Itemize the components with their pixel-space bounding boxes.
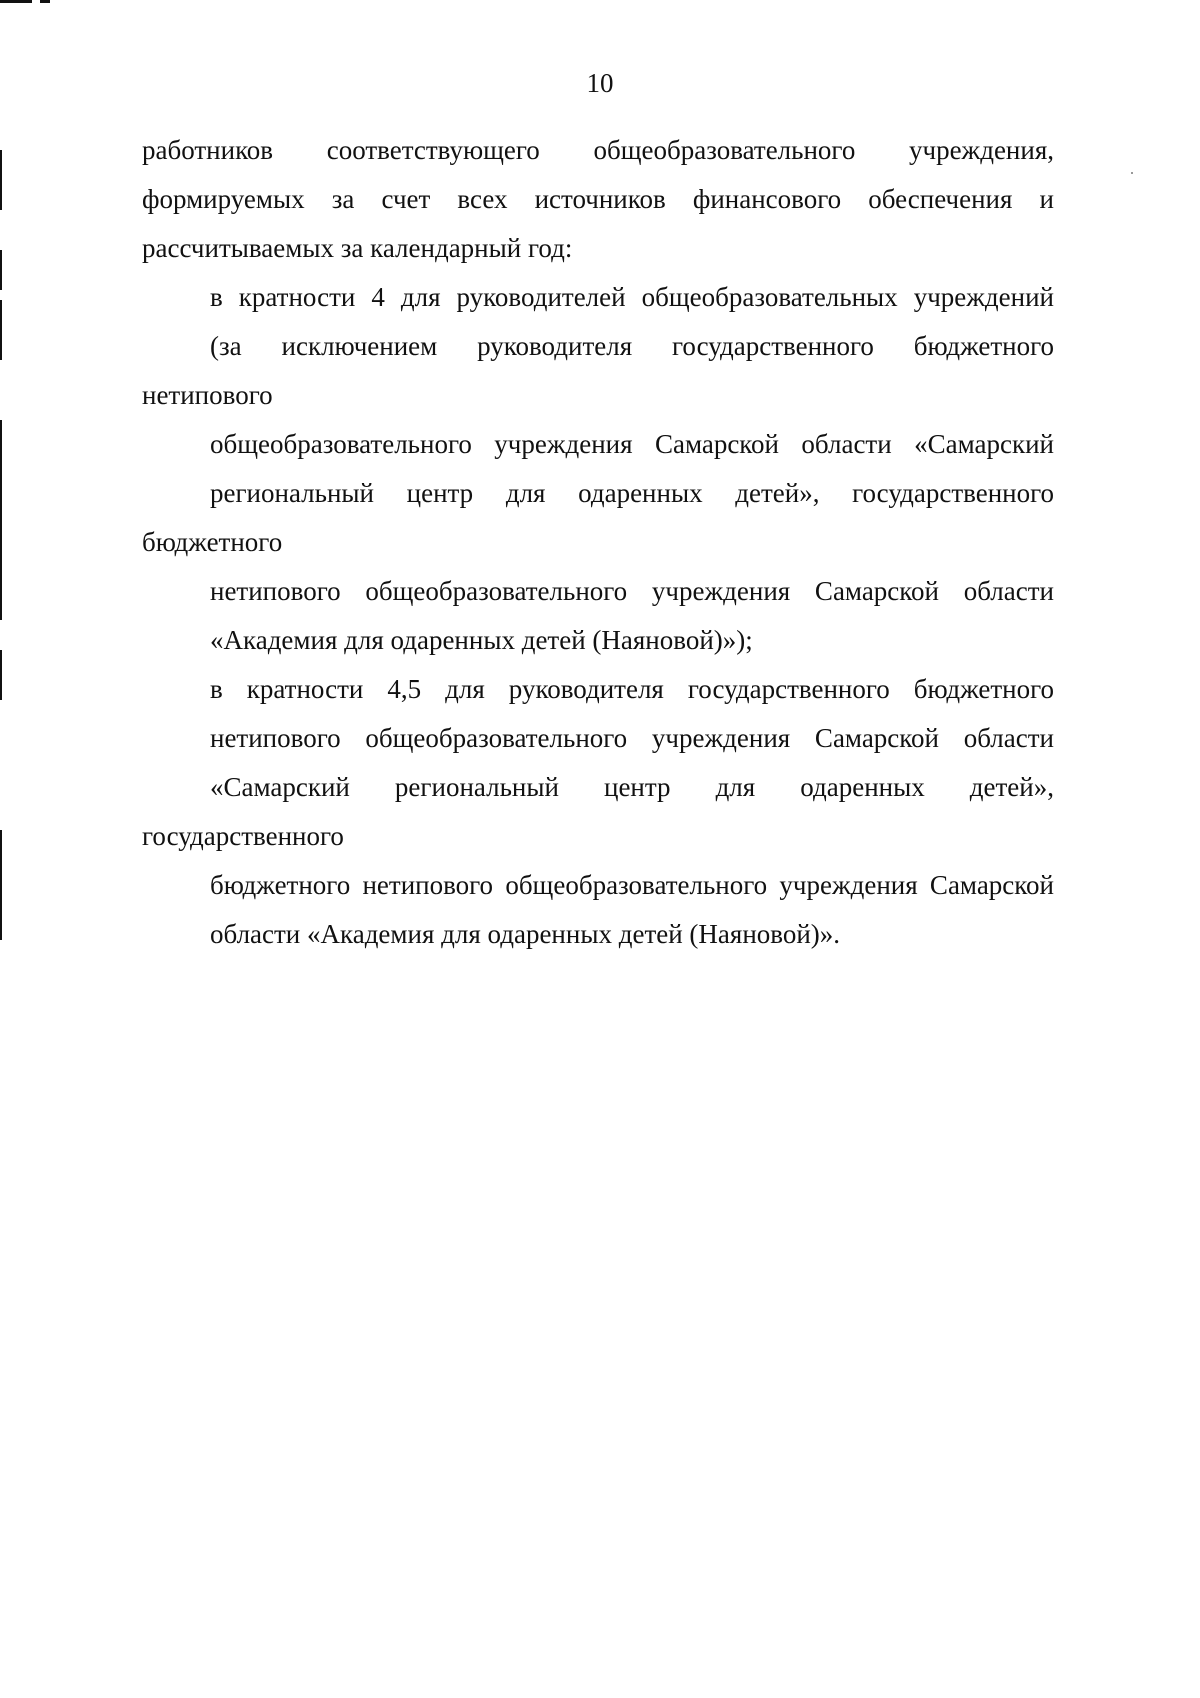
document-body	[142, 126, 1054, 959]
scan-artifact	[40, 0, 50, 3]
scan-artifact	[0, 830, 2, 940]
text-line: (за исключением руководителя государственного бюджетного нетипового	[142, 331, 1054, 410]
text-line: нетипового общеобразовательного учреждения Самарской области	[210, 723, 1054, 753]
text-line: бюджетного нетипового общеобразовательного учреждения Самарской	[210, 870, 1054, 900]
scan-artifact	[0, 300, 2, 360]
paragraph-1	[142, 126, 1054, 273]
scan-artifact	[0, 250, 2, 290]
paragraph-3	[142, 665, 1054, 959]
text-line: нетипового общеобразовательного учреждения Самарской области	[210, 576, 1054, 606]
text-line: общеобразовательного учреждения Самарской области «Самарский	[210, 429, 1054, 459]
paragraph-2	[142, 273, 1054, 665]
scan-artifact	[0, 650, 2, 700]
text-line: региональный центр для одаренных детей», государственного бюджетного	[142, 478, 1054, 557]
text-line: рассчитываемых за календарный год:	[142, 233, 573, 263]
scan-artifact	[0, 0, 32, 3]
scan-dot	[1131, 172, 1133, 174]
page-number: 10	[586, 68, 614, 98]
text-line: в кратности 4 для руководителей общеобразовательных учреждений	[210, 282, 1054, 312]
scan-artifact	[0, 420, 2, 620]
scan-artifact	[0, 150, 2, 210]
text-line: в кратности 4,5 для руководителя государственного бюджетного	[210, 674, 1054, 704]
text-line: формируемых за счет всех источников финансового обеспечения и	[142, 184, 1054, 214]
text-line: работников соответствующего общеобразовательного учреждения,	[142, 135, 1054, 165]
text-line: области «Академия для одаренных детей (Наяновой)».	[210, 919, 841, 949]
text-line: «Академия для одаренных детей (Наяновой)»);	[210, 625, 753, 655]
text-line: «Самарский региональный центр для одаренных детей», государственного	[142, 772, 1054, 851]
